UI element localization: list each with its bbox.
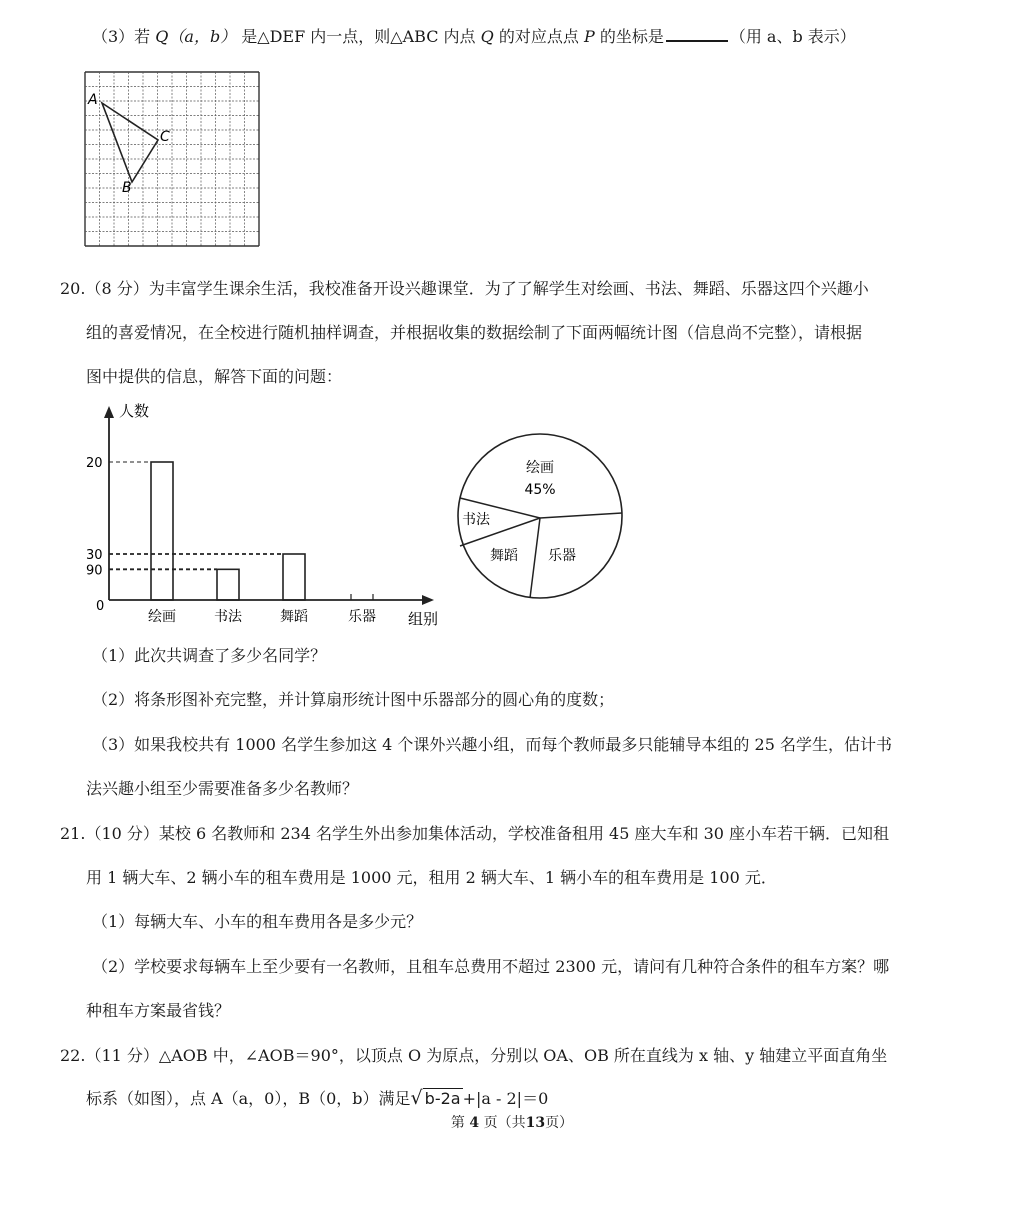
y-axis-arrow bbox=[104, 406, 114, 418]
radicand: b-2a bbox=[424, 1089, 461, 1108]
q22-text2-post: +|a - 2|＝0 bbox=[462, 1089, 549, 1108]
q19-part3 bbox=[92, 26, 856, 47]
q-letter: Q bbox=[480, 27, 494, 46]
y-tick-label: 90 bbox=[86, 563, 103, 579]
q19-part3-mid2: 的对应点点 bbox=[498, 27, 579, 46]
slice-label: 乐器 bbox=[548, 548, 576, 564]
grid-lines bbox=[85, 72, 259, 246]
footer-post: 页） bbox=[545, 1115, 574, 1131]
q20-line3: 图中提供的信息，解答下面的问题： bbox=[86, 367, 343, 386]
footer-pre: 第 bbox=[450, 1115, 465, 1131]
q19-part3-mid3: 的坐标是 bbox=[599, 27, 664, 46]
sqrt-expression bbox=[411, 1088, 463, 1109]
q20-sub3b: 法兴趣小组至少需要准备多少名教师？ bbox=[86, 779, 359, 798]
bar bbox=[217, 569, 239, 600]
q22-text1: （11 分）△AOB 中，∠AOB＝90°，以顶点 O 为原点，分别以 OA、OB 所在直线为 x 轴、y 轴建立平面直角坐 bbox=[85, 1046, 888, 1065]
slice-percent-label: 45% bbox=[524, 482, 556, 498]
q21-sub2a: （2）学校要求每辆车上至少要有一名教师，且租车总费用不超过 2300 元，请问有几种符合条件的租车方案？哪 bbox=[92, 957, 890, 976]
slice-label: 绘画 bbox=[526, 460, 554, 476]
q22-number: 22. bbox=[60, 1046, 86, 1065]
footer-page-number: 4 bbox=[469, 1115, 480, 1131]
grid-figure bbox=[80, 68, 270, 254]
x-tick-label: 舞蹈 bbox=[280, 609, 308, 625]
pie-chart bbox=[448, 426, 638, 606]
label-point-c: C bbox=[160, 129, 170, 145]
q19-part3-mid1: 是△DEF 内一点，则△ABC 内点 bbox=[241, 27, 476, 46]
q21-text1: （10 分）某校 6 名教师和 234 名学生外出参加集体活动，学校准备租用 45 座大车和 30 座小车若干辆．已知租 bbox=[85, 824, 890, 843]
y-tick-label: 30 bbox=[86, 548, 103, 563]
x-tick-label: 乐器 bbox=[348, 609, 376, 625]
q21-sub2b: 种租车方案最省钱？ bbox=[86, 1001, 231, 1020]
bar bbox=[283, 554, 305, 600]
x-tick-label: 书法 bbox=[214, 609, 242, 625]
x-axis-label: 组别 bbox=[408, 610, 439, 628]
q21-line2: 用 1 辆大车、2 辆小车的租车费用是 1000 元，租用 2 辆大车、1 辆小车的租车费用是 100 元． bbox=[86, 868, 777, 887]
q22-line2 bbox=[86, 1088, 548, 1109]
q20-text1: （8 分）为丰富学生课余生活，我校准备开设兴趣课堂．为了了解学生对绘画、书法、舞蹈、乐器这四个兴趣小 bbox=[85, 279, 869, 298]
label-point-a: A bbox=[88, 92, 98, 108]
q22-line1 bbox=[60, 1046, 887, 1066]
label-point-b: B bbox=[122, 180, 132, 196]
slice-label: 舞蹈 bbox=[490, 548, 518, 564]
q19-part3-tail: （用 a、b 表示） bbox=[729, 27, 856, 46]
footer-mid: 页（共 bbox=[483, 1115, 526, 1131]
q22-text2: 标系（如图），点 A（a，0），B（0，b）满足 bbox=[86, 1089, 411, 1108]
q20-number: 20. bbox=[60, 279, 86, 298]
answer-blank bbox=[666, 26, 728, 42]
y-tick-label: 0 bbox=[96, 599, 105, 614]
q21-sub1: （1）每辆大车、小车的租车费用各是多少元？ bbox=[92, 912, 423, 931]
q20-sub2: （2）将条形图补充完整，并计算扇形统计图中乐器部分的圆心角的度数； bbox=[92, 690, 615, 709]
x-axis-arrow bbox=[422, 595, 434, 605]
q19-part3-label: （3）若 bbox=[92, 27, 151, 46]
page-footer bbox=[0, 1112, 1024, 1132]
slice-label: 书法 bbox=[462, 512, 490, 528]
q21-number: 21. bbox=[60, 824, 86, 843]
q20-line1 bbox=[60, 279, 869, 299]
slice-boundary bbox=[530, 518, 540, 598]
q-point: Q（a，b） bbox=[155, 27, 237, 46]
q21-line1 bbox=[60, 824, 889, 844]
bar bbox=[151, 462, 173, 600]
footer-total-pages: 13 bbox=[525, 1115, 546, 1131]
y-axis-label: 人数 bbox=[119, 402, 150, 420]
y-tick-label: 20 bbox=[86, 456, 103, 471]
p-letter: P bbox=[583, 27, 595, 46]
x-tick-label: 绘画 bbox=[148, 609, 176, 625]
q20-sub3a: （3）如果我校共有 1000 名学生参加这 4 个课外兴趣小组，而每个教师最多只能辅导本组的 25 名学生，估计书 bbox=[92, 735, 892, 754]
q20-sub1: （1）此次共调查了多少名同学？ bbox=[92, 646, 327, 665]
bar-chart bbox=[78, 396, 448, 636]
q20-line2: 组的喜爱情况，在全校进行随机抽样调查，并根据收集的数据绘制了下面两幅统计图（信息尚不完整），请根据 bbox=[86, 323, 863, 342]
sqrt-sign: √ bbox=[410, 1087, 423, 1109]
slice-boundary bbox=[540, 513, 622, 518]
triangle-abc bbox=[102, 103, 158, 182]
